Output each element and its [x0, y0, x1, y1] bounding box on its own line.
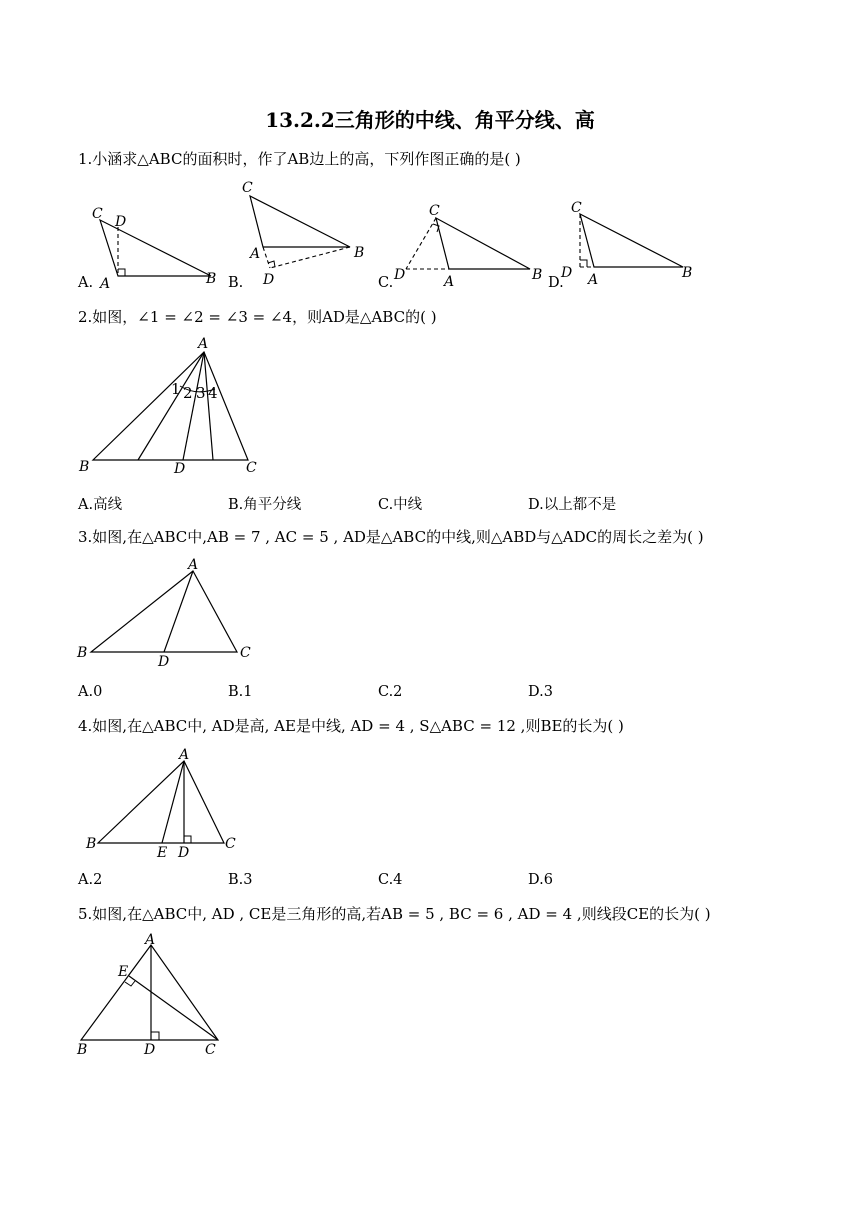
q1c-label-d: D: [394, 267, 406, 283]
q1c-label-c: C: [429, 203, 440, 219]
q2-figure: [76, 334, 276, 480]
q5-label-e: E: [118, 964, 129, 980]
q3-label-d: D: [158, 654, 170, 670]
q3-label-b: B: [77, 645, 88, 661]
q5-label-a: A: [145, 932, 156, 948]
page-title: 13.2.2三角形的中线、角平分线、高: [265, 108, 595, 132]
q2-angle-2: 2: [183, 384, 193, 402]
q1d-label-a: A: [588, 272, 599, 288]
q4-label-b: B: [86, 836, 97, 852]
q5-label-b: B: [77, 1042, 88, 1058]
q2-label-a: A: [198, 336, 209, 352]
q3-option-b[interactable]: B.1: [228, 684, 253, 700]
q2-label-c: C: [246, 460, 257, 476]
q4-option-d[interactable]: D.6: [528, 872, 553, 888]
q1d-label-c: C: [571, 200, 582, 216]
q1-option-b[interactable]: B.: [228, 275, 244, 291]
q4-label-a: A: [179, 747, 190, 763]
q1a-label-a: A: [100, 276, 111, 292]
q3-label-a: A: [188, 557, 199, 573]
q1-figure-c: [378, 200, 553, 292]
q4-label-c: C: [225, 836, 236, 852]
question-4-stem: 4.如图,在△ABC中, AD是高, AE是中线, AD = 4 , S△ABC = 12 ,则BE的长为( ): [78, 717, 624, 735]
q1-option-c[interactable]: C.: [378, 275, 394, 291]
q2-angle-3: 3: [196, 384, 206, 402]
q1-option-d[interactable]: D.: [548, 275, 564, 291]
q1a-label-d: D: [115, 214, 127, 230]
q2-angle-1: 1: [171, 380, 181, 398]
q2-label-d: D: [174, 461, 186, 477]
q3-option-d[interactable]: D.3: [528, 684, 553, 700]
q4-label-d: D: [178, 845, 190, 861]
q2-option-b[interactable]: B.角平分线: [228, 497, 302, 513]
q4-option-c[interactable]: C.4: [378, 872, 403, 888]
q1-option-a[interactable]: A.: [78, 275, 94, 291]
question-3-stem: 3.如图,在△ABC中,AB = 7 , AC = 5 , AD是△ABC的中线,则△ABD与△ADC的周长之差为( ): [78, 528, 704, 546]
q1a-label-b: B: [206, 271, 217, 287]
q1d-label-d: D: [561, 265, 573, 281]
q2-label-b: B: [79, 459, 90, 475]
q5-label-d: D: [144, 1042, 156, 1058]
q1b-label-d: D: [263, 272, 275, 288]
q3-label-c: C: [240, 645, 251, 661]
q1-figure-d: [548, 198, 708, 292]
q1a-label-c: C: [92, 206, 103, 222]
question-5-stem: 5.如图,在△ABC中, AD , CE是三角形的高,若AB = 5 , BC = 6 , AD = 4 ,则线段CE的长为( ): [78, 905, 711, 923]
q2-option-a[interactable]: A.高线: [78, 497, 123, 513]
q3-option-c[interactable]: C.2: [378, 684, 403, 700]
q1-figure-a: [78, 200, 238, 292]
q1-figure-b: [228, 178, 378, 288]
q1b-label-c: C: [242, 180, 253, 196]
q1c-label-a: A: [444, 274, 455, 290]
q2-option-d[interactable]: D.以上都不是: [528, 497, 617, 513]
q2-angle-4: 4: [208, 384, 218, 402]
question-1-stem: 1.小涵求△ABC的面积时，作了AB边上的高，下列作图正确的是( ): [78, 150, 521, 168]
q4-figure: [80, 746, 250, 862]
q4-option-a[interactable]: A.2: [78, 872, 103, 888]
q1b-label-b: B: [354, 245, 365, 261]
q5-label-c: C: [205, 1042, 216, 1058]
q1b-label-a: A: [250, 246, 261, 262]
q1d-label-b: B: [682, 265, 693, 281]
q4-option-b[interactable]: B.3: [228, 872, 253, 888]
question-2-stem: 2.如图，∠1 = ∠2 = ∠3 = ∠4，则AD是△ABC的( ): [78, 308, 437, 326]
q3-figure: [76, 556, 266, 676]
q2-option-c[interactable]: C.中线: [378, 497, 423, 513]
q5-figure: [76, 930, 236, 1060]
q3-option-a[interactable]: A.0: [78, 684, 103, 700]
q4-label-e: E: [157, 845, 168, 861]
q1c-label-b: B: [532, 267, 543, 283]
